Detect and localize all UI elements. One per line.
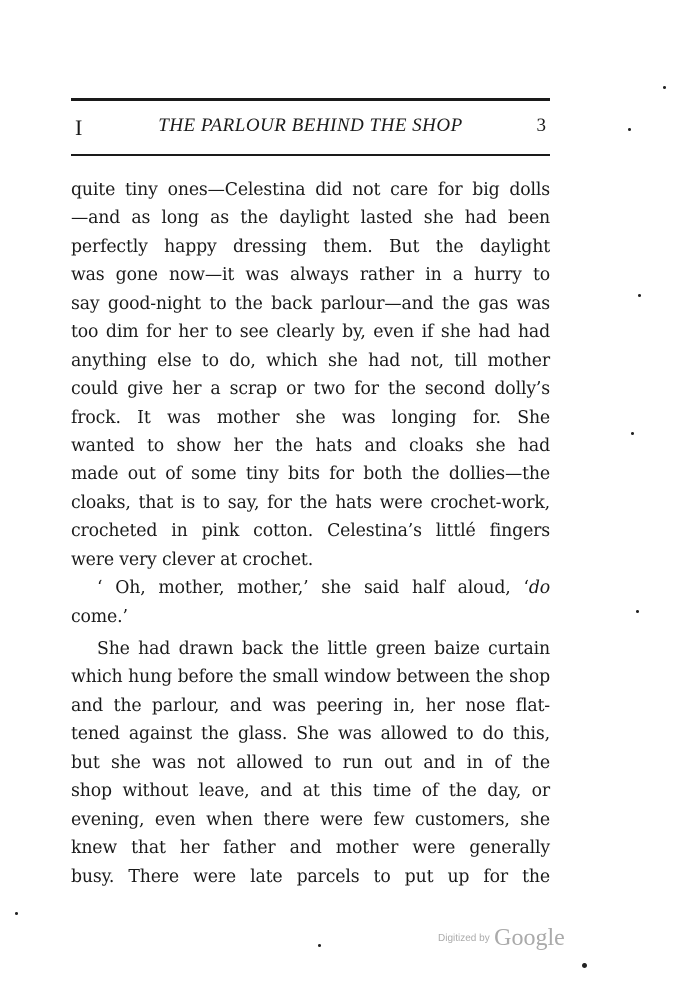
watermark-prefix: Digitized by <box>438 933 490 944</box>
scan-speck <box>638 294 641 297</box>
text-line: knew that her father and mother were generally <box>71 838 550 859</box>
text-line: quite tiny ones—Celestina did not care for big dolls <box>71 180 550 200</box>
text-line: were very clever at crochet. <box>71 549 314 570</box>
running-title: THE PARLOUR BEHIND THE SHOP <box>158 115 463 136</box>
text-line: anything else to do, which she had not, till mother <box>71 350 550 371</box>
google-watermark <box>438 925 565 952</box>
text-line: frock. It was mother she was longing for. She <box>71 407 550 428</box>
text-line: but she was not allowed to run out and in of the <box>71 752 550 773</box>
emphasis-text: do <box>528 578 550 599</box>
text-line: was gone now—it was always rather in a hurry to <box>71 265 550 286</box>
scan-speck <box>628 128 631 131</box>
scan-speck <box>631 432 634 435</box>
text-line: crocheted in pink cotton. Celestina’s littlé fingers <box>71 521 550 542</box>
scan-speck <box>582 963 587 968</box>
page-number: 3 <box>536 115 546 136</box>
running-header <box>71 115 550 143</box>
text-line: wanted to show her the hats and cloaks she had <box>71 435 550 456</box>
dialogue-text: ‘ Oh, mother, mother,’ she said half aloud, ‘ <box>97 578 529 599</box>
text-line: say good-night to the back parlour—and the gas was <box>71 293 550 314</box>
text-line: busy. There were late parcels to put up for the <box>71 866 550 887</box>
scan-speck <box>15 912 18 915</box>
text-line: and the parlour, and was peering in, her nose flat- <box>71 695 550 716</box>
scan-speck <box>663 86 666 89</box>
text-line: which hung before the small window between the shop <box>71 667 550 688</box>
page-body <box>71 176 550 891</box>
text-line: too dim for her to see clearly by, even if she had had <box>71 322 550 343</box>
text-line: perfectly happy dressing them. But the daylight <box>71 236 550 257</box>
text-line: cloaks, that is to say, for the hats were crochet-work, <box>71 492 550 513</box>
text-line: made out of some tiny bits for both the dollies—the <box>71 464 550 485</box>
text-line <box>71 574 550 602</box>
header-top-rule <box>71 98 550 101</box>
text-line: tened against the glass. She was allowed to do this, <box>71 724 550 745</box>
text-line: She had drawn back the little green baize curtain <box>97 639 550 659</box>
text-line: evening, even when there were few customers, she <box>71 809 550 830</box>
header-bottom-rule <box>71 154 550 156</box>
text-line: —and as long as the daylight lasted she had been <box>71 208 550 229</box>
text-line: come.’ <box>71 606 128 627</box>
text-line: could give her a scrap or two for the second dolly’s <box>71 379 550 400</box>
watermark-brand: Google <box>494 925 565 951</box>
scan-speck <box>636 610 639 613</box>
chapter-number: I <box>75 115 83 140</box>
scan-speck <box>318 944 321 947</box>
text-line: shop without leave, and at this time of the day, or <box>71 781 550 802</box>
